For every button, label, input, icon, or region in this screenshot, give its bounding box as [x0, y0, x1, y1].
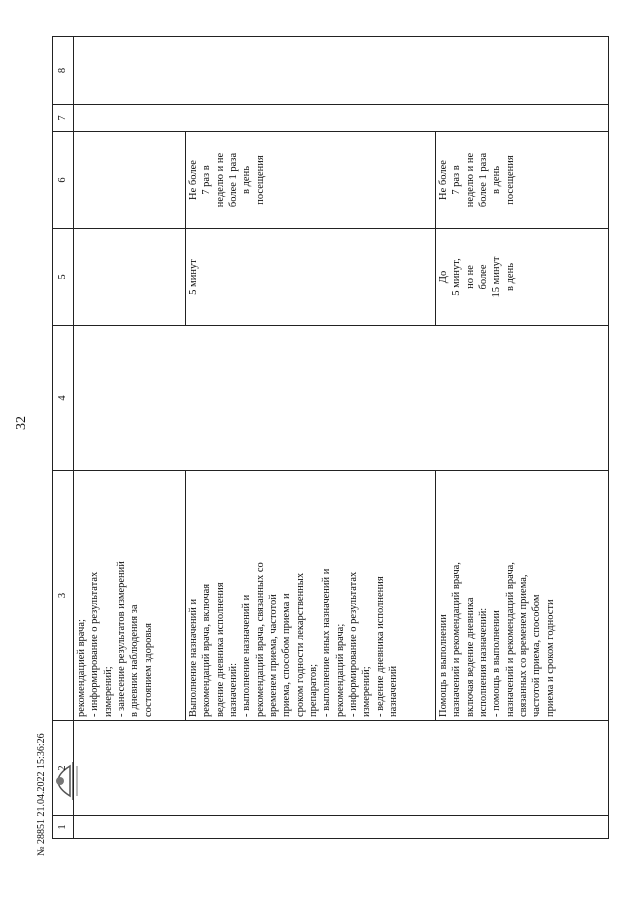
cell-text-line: рекомендацией врача; — [76, 619, 87, 717]
footer-timestamp: 21.04.2022 15:36:26 — [36, 733, 47, 817]
cell-text-line: Не более — [438, 160, 449, 200]
header-cell: 5 — [53, 229, 74, 326]
cell-text-line: приема, способом приема и — [281, 593, 293, 717]
header-cell: 1 — [53, 816, 74, 839]
cell-text-line: частотой приема, способом — [531, 594, 543, 717]
table-header-row — [53, 37, 74, 839]
cell-text-line: неделю и не — [214, 152, 226, 208]
cell-8 — [74, 37, 609, 105]
cell-text-line: связанных со временем приема, — [517, 574, 529, 717]
cell-text-line: в день — [241, 166, 253, 194]
cell-text-line: измерений; — [361, 666, 373, 717]
cell-text-line: более 1 раза — [227, 152, 239, 208]
header-cell: 4 — [53, 326, 74, 471]
cell-text-line: назначений и рекомендаций врача, — [504, 562, 516, 717]
header-cell: 7 — [53, 105, 74, 132]
cell-text-line: препаратов; — [307, 663, 319, 717]
cell-text-line: неделю и не — [464, 152, 476, 208]
cell-text-line: рекомендаций врача; — [334, 623, 346, 717]
cell-text-line: исполнения назначений: — [477, 607, 489, 717]
cell-text-line: в дневник наблюдения за — [129, 604, 141, 717]
cell-text-line: 15 минут — [491, 256, 503, 298]
header-cell: 3 — [53, 471, 74, 721]
cell-text-line: но не — [464, 265, 476, 289]
cell-description — [186, 471, 436, 721]
page-number: 32 — [14, 416, 29, 430]
cell-text-line: более — [477, 264, 489, 290]
services-table — [52, 36, 609, 839]
cell-duration — [74, 229, 186, 326]
cell-frequency — [186, 132, 436, 229]
cell-text-line: назначений: — [227, 662, 239, 717]
cell-text-line: - информирование о результатах — [89, 571, 101, 717]
header-cell: 8 — [53, 37, 74, 105]
cell-text-line: 5 минут — [188, 259, 199, 295]
cell-duration — [436, 229, 609, 326]
footer-doc-number: № 28851 — [36, 818, 47, 856]
cell-text-line: временем приема, частотой — [267, 594, 279, 717]
cell-text-line: - помощь в выполнении — [491, 610, 503, 717]
cell-text-line: рекомендаций врача, связанных со — [254, 562, 266, 717]
cell-text-line: состоянием здоровья — [142, 623, 154, 717]
header-cell: 6 — [53, 132, 74, 229]
rotated-table-wrapper — [52, 37, 609, 839]
cell-1 — [74, 816, 609, 839]
cell-text-line: - информирование о результатах — [347, 571, 359, 717]
table-row — [74, 37, 186, 839]
cell-text-line: До — [438, 270, 449, 284]
cell-7 — [74, 105, 609, 132]
cell-text-line: посещения — [504, 155, 516, 205]
cell-text-line: Выполнение назначений и — [188, 598, 199, 717]
cell-description — [74, 471, 186, 721]
cell-text-line: посещения — [254, 155, 266, 205]
cell-text-line: в день — [491, 166, 503, 194]
cell-text-line: приема и сроком годности — [544, 599, 556, 717]
cell-frequency — [74, 132, 186, 229]
cell-frequency — [436, 132, 609, 229]
cell-text-line: - выполнение назначений и — [241, 594, 253, 717]
cell-text-line: сроком годности лекарственных — [294, 572, 306, 717]
cell-text-line: Не более — [188, 160, 199, 200]
cell-text-line: - ведение дневника исполнения — [374, 576, 386, 717]
cell-description — [436, 471, 609, 721]
cell-text-line: измерений; — [102, 666, 114, 717]
cell-text-line: назначений — [387, 665, 399, 717]
cell-text-line: 7 раз в — [451, 165, 463, 195]
footer-stamp — [36, 733, 47, 856]
cell-text-line: 5 минут, — [451, 258, 463, 296]
cell-text-line: включая ведение дневника — [464, 597, 476, 717]
header-cell: 2 — [53, 721, 74, 816]
cell-text-line: в день — [504, 263, 516, 291]
cell-text-line: Помощь в выполнении — [438, 614, 449, 717]
cell-text-line: ведение дневника исполнения — [214, 582, 226, 717]
cell-text-line: рекомендаций врача, включая — [201, 583, 213, 717]
cell-2 — [74, 721, 609, 816]
cell-duration — [186, 229, 436, 326]
cell-text-line: - выполнение иных назначений и — [321, 568, 333, 717]
cell-4 — [74, 326, 609, 471]
cell-text-line: 7 раз в — [201, 165, 213, 195]
cell-text-line: - занесение результатов измерений — [115, 561, 127, 717]
cell-text-line: назначений и рекомендаций врача, — [451, 562, 463, 717]
cell-text-line: более 1 раза — [477, 152, 489, 208]
